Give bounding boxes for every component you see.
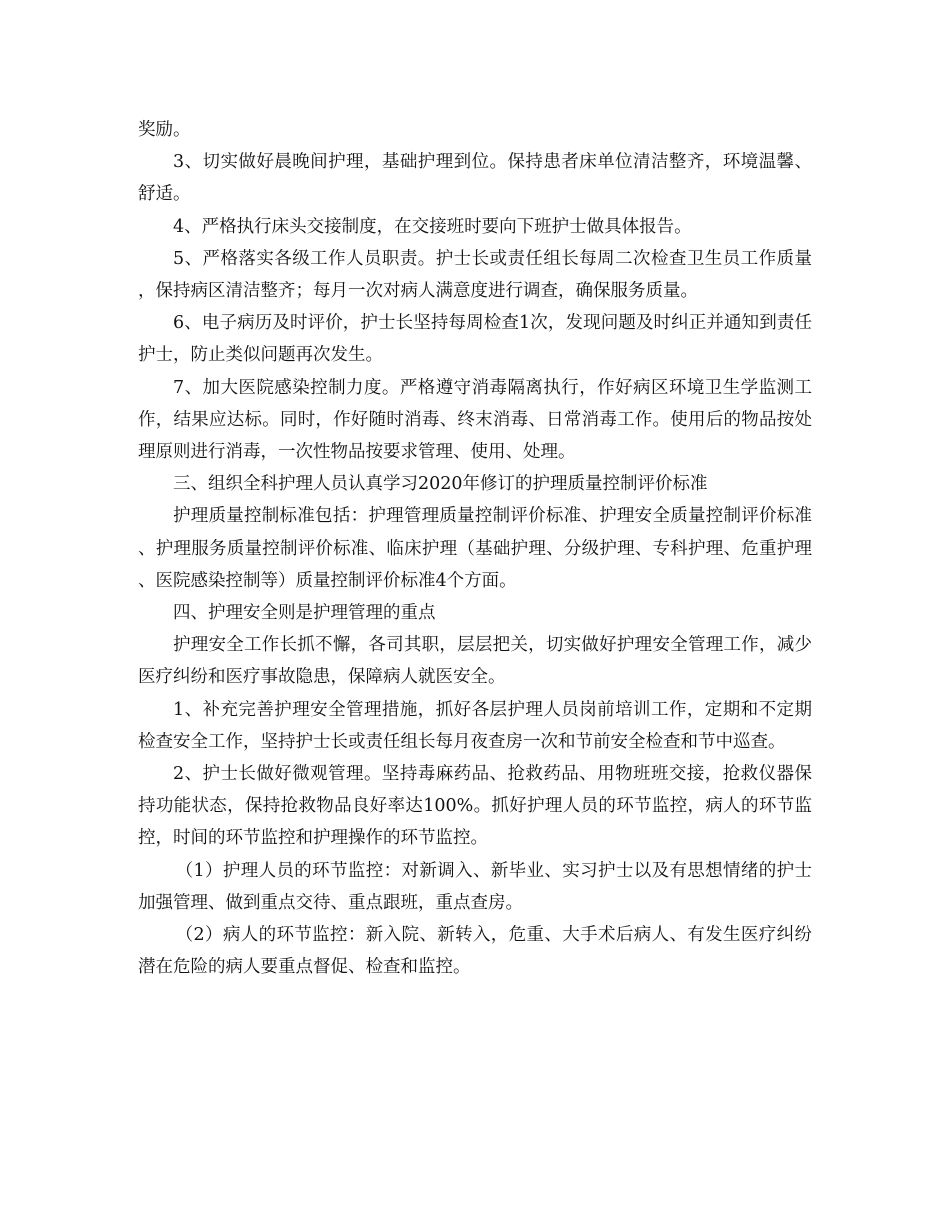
section-heading-4: 四、护理安全则是护理管理的重点 bbox=[173, 603, 436, 624]
paragraph-item-7: 7、加大医院感染控制力度。严格遵守消毒隔离执行，作好病区环境卫生学监测工作，结果应达标。同时，作好随时消毒、终末消毒、日常消毒工作。使用后的物品按处理原则进行消毒，一次性物品按要求管理、使用、处理。 bbox=[138, 377, 812, 463]
paragraph-continuation: 奖励。 bbox=[138, 120, 191, 140]
paragraph-item-3: 3、切实做好晨晚间护理，基础护理到位。保持患者床单位清洁整齐，环境温馨、舒适。 bbox=[138, 152, 812, 205]
paragraph-item-4: 4、严格执行床头交接制度，在交接班时要向下班护士做具体报告。 bbox=[173, 216, 692, 237]
paragraph-safety-item-2: 2、护士长做好微观管理。坚持毒麻药品、抢救药品、用物班班交接，抢救仪器保持功能状态，保持抢救物品良好率达100%。抓好护理人员的环节监控，病人的环节监控，时间的环节监控和护理操作的环节监控。 bbox=[138, 764, 812, 849]
paragraph-standards: 护理质量控制标准包括：护理管理质量控制评价标准、护理安全质量控制评价标准、护理服务质量控制评价标准、临床护理（基础护理、分级护理、专科护理、危重护理、医院感染控制等）质量控制评价标准4个方面。 bbox=[138, 506, 812, 591]
section-heading-3: 三、组织全科护理人员认真学习2020年修订的护理质量控制评价标准 bbox=[173, 474, 708, 495]
paragraph-safety-item-1: 1、补充完善护理安全管理措施，抓好各层护理人员岗前培训工作，定期和不定期检查安全工作，坚持护士长或责任组长每月夜查房一次和节前安全检查和节中巡查。 bbox=[138, 699, 812, 752]
paragraph-item-6: 6、电子病历及时评价，护士长坚持每周检查1次，发现问题及时纠正并通知到责任护士，防止类似问题再次发生。 bbox=[138, 313, 812, 366]
paragraph-item-5: 5、严格落实各级工作人员职责。护士长或责任组长每周二次检查卫生员工作质量，保持病区清洁整齐；每月一次对病人满意度进行调查，确保服务质量。 bbox=[138, 248, 812, 302]
paragraph-safety-intro: 护理安全工作长抓不懈，各司其职，层层把关，切实做好护理安全管理工作，减少医疗纠纷和医疗事故隐患，保障病人就医安全。 bbox=[138, 635, 812, 688]
paragraph-subitem-2: （2）病人的环节监控：新入院、新转入，危重、大手术后病人、有发生医疗纠纷潜在危险的病人要重点督促、检查和监控。 bbox=[138, 925, 812, 978]
paragraph-subitem-1: （1）护理人员的环节监控：对新调入、新毕业、实习护士以及有思想情绪的护士加强管理、做到重点交待、重点跟班，重点查房。 bbox=[138, 860, 812, 913]
document-body bbox=[138, 114, 812, 983]
